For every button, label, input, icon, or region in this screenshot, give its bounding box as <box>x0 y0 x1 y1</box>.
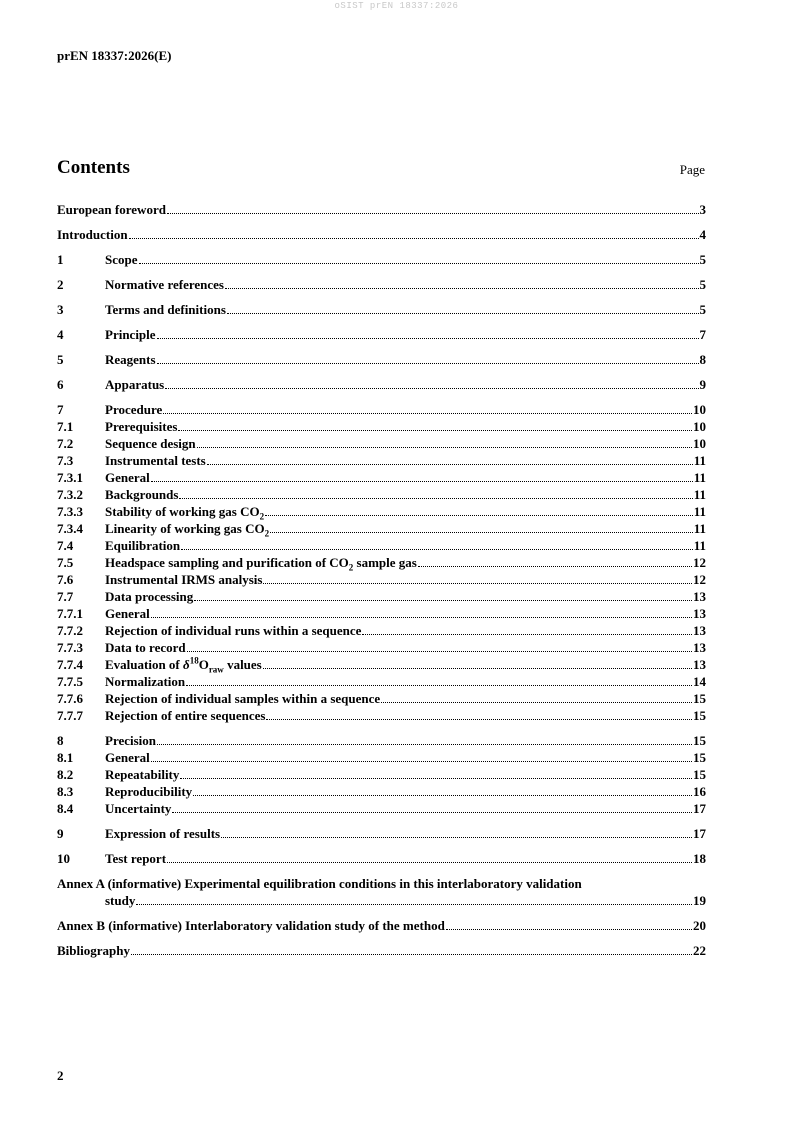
toc-entry-page: 7 <box>699 327 706 342</box>
annex-entry-title: Bibliography <box>57 943 130 958</box>
dot-leader <box>186 685 692 686</box>
toc-entry-page: 9 <box>699 377 706 392</box>
dot-leader <box>129 238 699 239</box>
toc-entry-title: Expression of results <box>105 826 221 841</box>
toc-entry-number: 7.3.2 <box>57 487 83 502</box>
dot-leader <box>225 288 699 289</box>
toc-entry[interactable] <box>57 588 706 605</box>
toc-entry-title: Headspace sampling and purification of $CO_2$ sample gas <box>105 555 417 573</box>
toc-entry-title: General <box>105 750 150 765</box>
dot-leader <box>418 566 692 567</box>
toc-entry-page: 15 <box>693 750 706 765</box>
toc-entry-number: 8.4 <box>57 801 74 816</box>
toc-entry[interactable] <box>57 435 706 452</box>
toc-entry[interactable] <box>57 301 706 318</box>
toc-entry[interactable] <box>57 452 706 469</box>
toc-entry-number: 8 <box>57 733 64 748</box>
dot-leader <box>139 263 699 264</box>
toc-entry-number: 6 <box>57 377 64 392</box>
toc-entry-title: Normative references <box>105 277 224 292</box>
toc-entry-number: 8.3 <box>57 784 74 799</box>
toc-entry-title: Repeatability <box>105 767 180 782</box>
toc-entry[interactable] <box>57 537 706 554</box>
toc-entry[interactable] <box>57 766 706 783</box>
toc-entry[interactable] <box>57 418 706 435</box>
dot-leader <box>362 634 692 635</box>
dot-leader <box>131 954 692 955</box>
toc-entry-number: 8.1 <box>57 750 74 765</box>
toc-entry-title: Apparatus <box>105 377 165 392</box>
toc-entry-title: Evaluation of $\delta^{18}O_{raw}$ values <box>105 655 262 675</box>
contents-title: Contents <box>57 157 130 178</box>
annex-entry-continuation <box>57 892 706 909</box>
dot-leader <box>263 668 692 669</box>
toc-entry-page: 3 <box>699 202 706 217</box>
toc-entry-page: 11 <box>693 487 706 502</box>
toc-entry-page: 12 <box>693 572 706 587</box>
toc-entry[interactable] <box>57 469 706 486</box>
toc-entry-number: 7.7.5 <box>57 674 83 689</box>
toc-entry-page: 11 <box>693 521 706 536</box>
toc-entry-title: General <box>105 470 150 485</box>
toc-entry[interactable] <box>57 673 706 690</box>
annex-entries <box>57 875 706 959</box>
dot-leader <box>207 464 693 465</box>
toc-entry-page: 14 <box>693 674 706 689</box>
toc-entry-page: 15 <box>693 708 706 723</box>
toc-entry-page: 11 <box>693 470 706 485</box>
dot-leader <box>446 929 692 930</box>
toc-entry-number: 7.7 <box>57 589 74 604</box>
toc-entry[interactable] <box>57 326 706 343</box>
table-of-contents <box>57 201 706 959</box>
toc-entry-number: 7.7.1 <box>57 606 83 621</box>
watermark: oSIST prEN 18337:2026 <box>334 1 459 11</box>
dot-leader <box>167 213 699 214</box>
annex-entry[interactable] <box>57 917 706 934</box>
toc-entry-page: 16 <box>693 784 706 799</box>
toc-entry[interactable] <box>57 690 706 707</box>
dot-leader <box>266 719 692 720</box>
toc-entry[interactable] <box>57 376 706 393</box>
toc-entry-title: Test report <box>105 851 167 866</box>
toc-entry-page: 11 <box>693 504 706 519</box>
dot-leader <box>187 651 692 652</box>
toc-entry[interactable] <box>57 783 706 800</box>
toc-entry-title: Data processing <box>105 589 194 604</box>
toc-entry-title: Introduction <box>57 227 128 242</box>
annex-entry[interactable] <box>57 875 706 909</box>
annex-entry-title-cont: study <box>105 893 136 908</box>
toc-entry[interactable] <box>57 520 706 537</box>
toc-entry-title: Principle <box>105 327 156 342</box>
toc-entry[interactable] <box>57 825 706 842</box>
toc-entry-page: 18 <box>693 851 706 866</box>
page-number: 2 <box>57 1068 64 1083</box>
toc-entry[interactable] <box>57 850 706 867</box>
toc-entry-title: Prerequisites <box>105 419 178 434</box>
toc-entry-page: 15 <box>693 691 706 706</box>
dot-leader <box>136 904 692 905</box>
annex-entry-title: Annex A (informative) Experimental equilibration conditions in this interlaboratory validation <box>57 876 582 891</box>
toc-entry-title: Instrumental IRMS analysis <box>105 572 263 587</box>
dot-leader <box>181 549 693 550</box>
dot-leader <box>157 338 699 339</box>
dot-leader <box>180 778 692 779</box>
dot-leader <box>157 744 692 745</box>
toc-entry-title: General <box>105 606 150 621</box>
toc-entry[interactable] <box>57 401 706 418</box>
toc-entry-number: 2 <box>57 277 64 292</box>
toc-entry-title: Reproducibility <box>105 784 193 799</box>
toc-entry-number: 7.2 <box>57 436 74 451</box>
annex-entry-page: 22 <box>693 943 706 958</box>
toc-entry[interactable] <box>57 622 706 639</box>
toc-entry-title: Sequence design <box>105 436 196 451</box>
toc-entry-number: 7.7.2 <box>57 623 83 638</box>
toc-entry-title: Equilibration <box>105 538 181 553</box>
toc-entry-number: 7.7.4 <box>57 657 83 672</box>
toc-entry[interactable] <box>57 732 706 749</box>
toc-entry-page: 13 <box>693 657 706 672</box>
toc-entry[interactable] <box>57 554 706 571</box>
toc-entry-number: 4 <box>57 327 64 342</box>
toc-entry-page: 13 <box>693 640 706 655</box>
dot-leader <box>157 363 699 364</box>
toc-entry[interactable] <box>57 226 706 243</box>
toc-entry-number: 1 <box>57 252 64 267</box>
toc-entry-title: Rejection of entire sequences <box>105 708 266 723</box>
toc-entry-title: Terms and definitions <box>105 302 226 317</box>
toc-entry[interactable] <box>57 707 706 724</box>
toc-entry-page: 5 <box>699 302 706 317</box>
toc-entry-number: 7.3.1 <box>57 470 83 485</box>
toc-entry[interactable] <box>57 276 706 293</box>
dot-leader <box>167 862 692 863</box>
dot-leader <box>151 617 692 618</box>
toc-entry-page: 4 <box>699 227 706 242</box>
toc-entry-page: 15 <box>693 767 706 782</box>
dot-leader <box>263 583 692 584</box>
toc-entry-title: Precision <box>105 733 157 748</box>
toc-entry-number: 7.5 <box>57 555 74 570</box>
toc-entries <box>57 201 706 867</box>
toc-entry-page: 12 <box>693 555 706 570</box>
toc-entry[interactable] <box>57 800 706 817</box>
toc-entry-number: 7 <box>57 402 64 417</box>
annex-entry-page: 19 <box>693 893 706 908</box>
dot-leader <box>178 430 692 431</box>
toc-entry[interactable] <box>57 749 706 766</box>
toc-entry-page: 17 <box>693 826 706 841</box>
toc-entry-number: 7.6 <box>57 572 74 587</box>
dot-leader <box>227 313 699 314</box>
toc-entry-title: Rejection of individual runs within a sequence <box>105 623 362 638</box>
toc-entry-page: 13 <box>693 589 706 604</box>
toc-entry[interactable] <box>57 639 706 656</box>
dot-leader <box>194 600 692 601</box>
toc-entry-number: 9 <box>57 826 64 841</box>
toc-entry[interactable] <box>57 503 706 520</box>
page-column-label: Page <box>679 162 705 177</box>
dot-leader <box>179 498 692 499</box>
annex-entry-title: Annex B (informative) Interlaboratory validation study of the method <box>57 918 445 933</box>
toc-entry-title: Rejection of individual samples within a sequence <box>105 691 381 706</box>
annex-entry-page: 20 <box>693 918 706 933</box>
dot-leader <box>221 837 692 838</box>
toc-entry-number: 10 <box>57 851 70 866</box>
dot-leader <box>265 515 693 516</box>
toc-entry-page: 11 <box>693 453 706 468</box>
toc-entry-page: 10 <box>693 419 706 434</box>
toc-entry-page: 11 <box>693 538 706 553</box>
toc-entry-number: 7.7.3 <box>57 640 83 655</box>
toc-entry-title: Normalization <box>105 674 186 689</box>
toc-entry-page: 17 <box>693 801 706 816</box>
dot-leader <box>165 388 698 389</box>
toc-entry-title: Backgrounds <box>105 487 179 502</box>
toc-entry-number: 7.3.3 <box>57 504 83 519</box>
toc-entry-title: Stability of working gas $CO_2$ <box>105 504 265 522</box>
toc-entry-page: 8 <box>699 352 706 367</box>
toc-entry-page: 10 <box>693 436 706 451</box>
toc-entry[interactable] <box>57 605 706 622</box>
toc-entry-number: 7.7.6 <box>57 691 83 706</box>
dot-leader <box>193 795 692 796</box>
toc-entry-title: Linearity of working gas $CO_2$ <box>105 521 270 539</box>
toc-entry-page: 5 <box>699 252 706 267</box>
bibliography-entry[interactable] <box>57 942 706 959</box>
toc-entry-page: 10 <box>693 402 706 417</box>
toc-entry-page: 5 <box>699 277 706 292</box>
toc-entry-title: Procedure <box>105 402 163 417</box>
dot-leader <box>151 481 693 482</box>
toc-entry-number: 7.3 <box>57 453 74 468</box>
dot-leader <box>151 761 692 762</box>
toc-entry-title: European foreword <box>57 202 166 217</box>
dot-leader <box>172 812 692 813</box>
toc-entry-number: 7.4 <box>57 538 74 553</box>
toc-entry[interactable] <box>57 351 706 368</box>
toc-entry-page: 13 <box>693 606 706 621</box>
dot-leader <box>381 702 692 703</box>
document-id: prEN 18337:2026(E) <box>57 48 172 63</box>
toc-entry-page: 13 <box>693 623 706 638</box>
toc-entry-number: 7.1 <box>57 419 74 434</box>
toc-entry-title: Reagents <box>105 352 156 367</box>
dot-leader <box>270 532 693 533</box>
dot-leader <box>197 447 692 448</box>
toc-entry-number: 7.7.7 <box>57 708 83 723</box>
toc-entry-number: 3 <box>57 302 64 317</box>
toc-entry-title: Scope <box>105 252 138 267</box>
toc-entry[interactable] <box>57 201 706 218</box>
toc-entry-number: 7.3.4 <box>57 521 83 536</box>
toc-entry-number: 5 <box>57 352 64 367</box>
toc-entry[interactable] <box>57 251 706 268</box>
toc-entry[interactable] <box>57 571 706 588</box>
dot-leader <box>163 413 692 414</box>
toc-entry[interactable] <box>57 486 706 503</box>
toc-entry-title: Uncertainty <box>105 801 172 816</box>
toc-entry[interactable] <box>57 656 706 673</box>
toc-entry-number: 8.2 <box>57 767 74 782</box>
toc-entry-page: 15 <box>693 733 706 748</box>
toc-entry-title: Instrumental tests <box>105 453 206 468</box>
toc-entry-title: Data to record <box>105 640 186 655</box>
